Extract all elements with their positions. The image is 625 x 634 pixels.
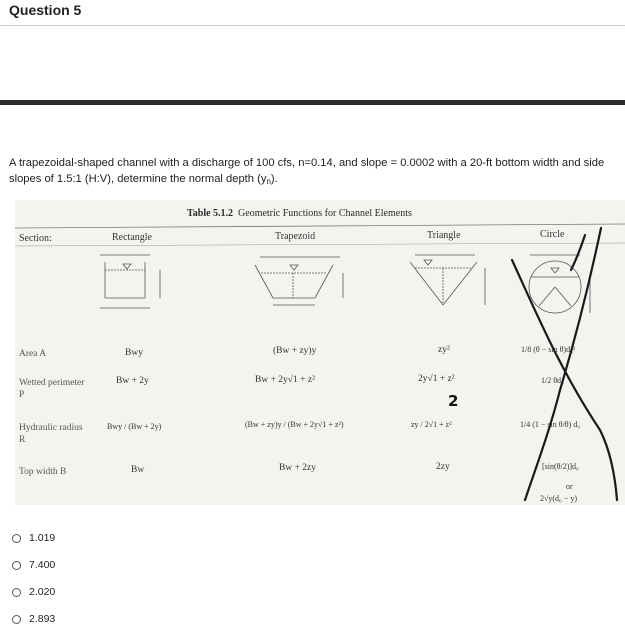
row-label-area: Area A bbox=[19, 349, 47, 359]
column-trapezoid: Trapezoid bbox=[275, 231, 316, 242]
handwritten-number: 2 bbox=[448, 392, 459, 410]
answer-option-3[interactable] bbox=[12, 585, 55, 599]
answer-option-label: 2.020 bbox=[29, 586, 56, 598]
table-caption bbox=[187, 208, 412, 219]
answer-option-label: 7.400 bbox=[29, 559, 56, 571]
row-label-wetted-perimeter: Wetted perimeter P bbox=[19, 378, 85, 400]
prompt-subscript: n bbox=[266, 177, 271, 186]
radio-button[interactable] bbox=[12, 534, 21, 543]
area-trapezoid: (Bw + zy)y bbox=[273, 346, 317, 356]
topwidth-circle-or: or bbox=[566, 482, 573, 491]
radio-button[interactable] bbox=[12, 561, 21, 570]
area-circle: 1/8 (θ − sin θ)d₀² bbox=[521, 345, 576, 354]
topwidth-triangle: 2zy bbox=[436, 462, 450, 472]
radio-button[interactable] bbox=[12, 615, 21, 624]
topwidth-circle: [sin(θ/2)]d₀ bbox=[542, 462, 579, 471]
row-label-top-width: Top width B bbox=[19, 467, 67, 477]
circle-section-figure bbox=[529, 255, 590, 313]
area-rectangle: Bwy bbox=[125, 348, 143, 358]
trapezoid-section-figure bbox=[255, 257, 343, 305]
column-circle: Circle bbox=[540, 229, 565, 240]
triangle-section-figure bbox=[410, 255, 485, 305]
section-divider bbox=[0, 100, 625, 105]
table-image bbox=[15, 200, 625, 505]
title-divider bbox=[0, 25, 625, 26]
question-title: Question 5 bbox=[9, 2, 82, 18]
radius-rectangle: Bwy / (Bw + 2y) bbox=[107, 422, 162, 431]
topwidth-circle-alt: 2√y(d₀ − y) bbox=[540, 494, 578, 503]
topwidth-trapezoid: Bw + 2zy bbox=[279, 463, 317, 473]
handwritten-crossout bbox=[512, 228, 617, 500]
radio-button[interactable] bbox=[12, 588, 21, 597]
section-label: Section: bbox=[19, 233, 52, 244]
answer-option-label: 1.019 bbox=[29, 532, 56, 544]
perimeter-trapezoid: Bw + 2y√1 + z² bbox=[255, 375, 315, 385]
column-rectangle: Rectangle bbox=[112, 232, 152, 243]
prompt-end: ). bbox=[270, 173, 278, 185]
rectangle-section-figure bbox=[100, 255, 160, 308]
radius-trapezoid: (Bw + zy)y / (Bw + 2y√1 + z²) bbox=[245, 420, 344, 429]
answer-option-4[interactable] bbox=[12, 612, 55, 626]
prompt-text: A trapezoidal-shaped channel with a discharge of 100 cfs, n=0.14, and slope = 0.0002 with a 20-ft bottom width and side slopes of 1.5:1 (H:V), determine the normal depth (y bbox=[9, 157, 605, 185]
perimeter-triangle: 2y√1 + z² bbox=[418, 374, 455, 384]
area-triangle: zy² bbox=[438, 345, 450, 355]
topwidth-rectangle: Bw bbox=[131, 465, 145, 475]
radius-circle: 1/4 (1 − sin θ/θ) d₀ bbox=[520, 420, 581, 429]
question-prompt bbox=[9, 155, 609, 190]
answer-option-label: 2.893 bbox=[29, 613, 56, 625]
radius-triangle: zy / 2√1 + z² bbox=[411, 420, 452, 429]
perimeter-circle: 1/2 θd₀ bbox=[541, 376, 564, 385]
column-triangle: Triangle bbox=[427, 230, 461, 241]
perimeter-rectangle: Bw + 2y bbox=[116, 376, 149, 386]
table-caption-number: Table 5.1.2 bbox=[187, 208, 234, 219]
answer-option-2[interactable] bbox=[12, 558, 55, 572]
table-caption-text: Geometric Functions for Channel Elements bbox=[238, 208, 412, 219]
row-label-hydraulic-radius: Hydraulic radius R bbox=[19, 423, 83, 445]
answer-option-1[interactable] bbox=[12, 531, 55, 545]
